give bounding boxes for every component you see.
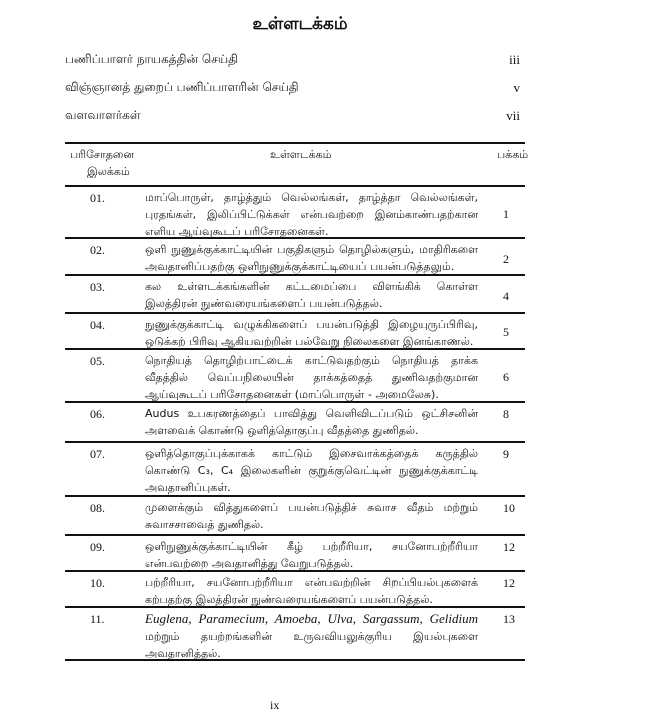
row-text: Audus உபகரணத்தைப் பாவித்து வெளிவிடப்படும் ஒட்சிசனின் அளவைக் கொண்டு ஒளித்தொகுப்பு வீதத்தை துணிதல்.	[145, 407, 478, 437]
row-text: ஒளித்தொகுப்புக்காகக் காட்டும் இசைவாக்கத்தைக் கருத்தில் கொண்டு C₃, C₄ இலைகளின் குறுக்குவெட்டின் நுணுக்குக்காட்டி அவதானிப்புகள்.	[145, 447, 478, 494]
prelim-page: v	[513, 80, 520, 95]
row-number: 03.	[90, 280, 105, 294]
row-page: 1	[503, 207, 509, 221]
header-page: பக்கம்	[497, 148, 529, 161]
row-text: பற்றீரியா, சயனோபற்றீரியா என்பவற்றின் சிறப்பியல்புகளைக் கற்பதற்கு இலத்திரன் நுண்வரையங்களைப் பயன்படுத்தல்.	[145, 576, 478, 606]
row-page: 6	[503, 370, 509, 384]
prelim-item	[65, 52, 520, 68]
table-row	[65, 239, 525, 276]
prelim-item	[65, 80, 520, 96]
row-number: 02.	[90, 243, 105, 257]
row-text: முளைக்கும் வித்துகளைப் பயன்படுத்திச் சுவாச வீதம் மற்றும் சுவாசசாவைத் துணிதல்.	[145, 501, 478, 531]
row-number: 06.	[90, 407, 105, 421]
table-row	[65, 350, 525, 403]
row-text: நுணுக்குக்காட்டி வழுக்கிகளைப் பயன்படுத்தி இழையுருப்பிரிவு, ஒடுக்கற் பிரிவு ஆகியவற்றின் பல்வேறு நிலைகளை இனங்காணல்.	[145, 318, 478, 348]
prelim-page: vii	[506, 108, 520, 123]
row-page: 12	[503, 576, 515, 590]
row-number: 01.	[90, 191, 105, 205]
table-row	[65, 536, 525, 572]
row-text: மாப்பொருள், தாழ்த்தும் வெல்லங்கள், தாழ்த்தா வெல்லங்கள், புரதங்கள், இலிப்பிட்டுக்கள் என்பவற்றை இனம்காண்பதற்கான எளிய ஆய்வுகூடப் பரிசோதனைகள்.	[145, 191, 478, 238]
row-number: 08.	[90, 501, 105, 515]
table-row	[65, 314, 525, 350]
row-number: 07.	[90, 447, 105, 461]
row-text-rest: மற்றும் தயற்றங்களின் உருவவியலுக்குரிய இயல்புகளை அவதானித்தல்.	[145, 630, 478, 660]
prelim-item	[65, 108, 520, 124]
row-text	[145, 610, 478, 662]
table-row	[65, 497, 525, 536]
row-page: 12	[503, 540, 515, 554]
row-page: 13	[503, 612, 515, 626]
row-page: 4	[503, 289, 509, 303]
prelim-label: விஞ்ஞானத் துறைப் பணிப்பாளரின் செய்தி	[65, 80, 299, 94]
header-number-line2: இலக்கம்	[87, 165, 130, 178]
table-row	[65, 187, 525, 239]
table-header	[65, 144, 529, 187]
header-number-line1: பரிசோதனை	[70, 148, 134, 161]
table-row	[65, 443, 525, 497]
row-number: 05.	[90, 354, 105, 368]
row-number: 11.	[90, 612, 105, 626]
prelim-label: வளவாளர்கள்	[65, 108, 141, 122]
table-row	[65, 403, 525, 443]
page-title: உள்ளடக்கம்	[252, 14, 348, 34]
table-row	[65, 572, 525, 608]
prelim-label: பணிப்பாளர் நாயகத்தின் செய்தி	[65, 52, 238, 66]
row-text: ஒளிநுணுக்குக்காட்டியின் கீழ் பற்றீரியா, சயனோபற்றீரியா என்பவற்றை அவதானித்து வேறுபடுத்தல்.	[145, 540, 478, 570]
row-number: 09.	[90, 540, 105, 554]
row-number: 10.	[90, 576, 105, 590]
row-text: கல உள்ளடக்கங்களின் கட்டமைப்பை விளங்கிக் கொள்ள இலத்திரன் நுண்வரையங்களைப் பயன்படுத்தல்.	[145, 280, 478, 310]
row-text: நொதியத் தொழிற்பாட்டைக் காட்டுவதற்கும் நொதியத் தாக்க வீதத்தில் வெப்பநிலையின் தாக்கத்தைத் துணிவதற்குமான ஆய்வுகூடப் பரிசோதனைகள் (மாப்பொருள் - அமைலேசு).	[145, 354, 478, 401]
row-page: 9	[503, 447, 509, 461]
row-page: 2	[503, 252, 509, 266]
row-page: 5	[503, 325, 509, 339]
table-row	[65, 276, 525, 314]
prelim-page: iii	[509, 52, 520, 67]
row-page: 8	[503, 407, 509, 421]
row-page: 10	[503, 501, 515, 515]
row-text-italic: Euglena, Paramecium, Amoeba, Ulva, Sargassum, Gelidium	[145, 611, 478, 626]
row-text: ஒளி நுணுக்குக்காட்டியின் பகுதிகளும் தொழில்களும், மாதிரிகளை அவதானிப்பதற்கு ஒளிநுணுக்குக்காட்டியைப் பயன்படுத்தலும்.	[145, 243, 478, 273]
header-content: உள்ளடக்கம்	[270, 148, 332, 161]
contents-table	[65, 142, 529, 661]
table-row	[65, 608, 525, 661]
page-number: ix	[270, 698, 280, 712]
row-number: 04.	[90, 318, 105, 332]
